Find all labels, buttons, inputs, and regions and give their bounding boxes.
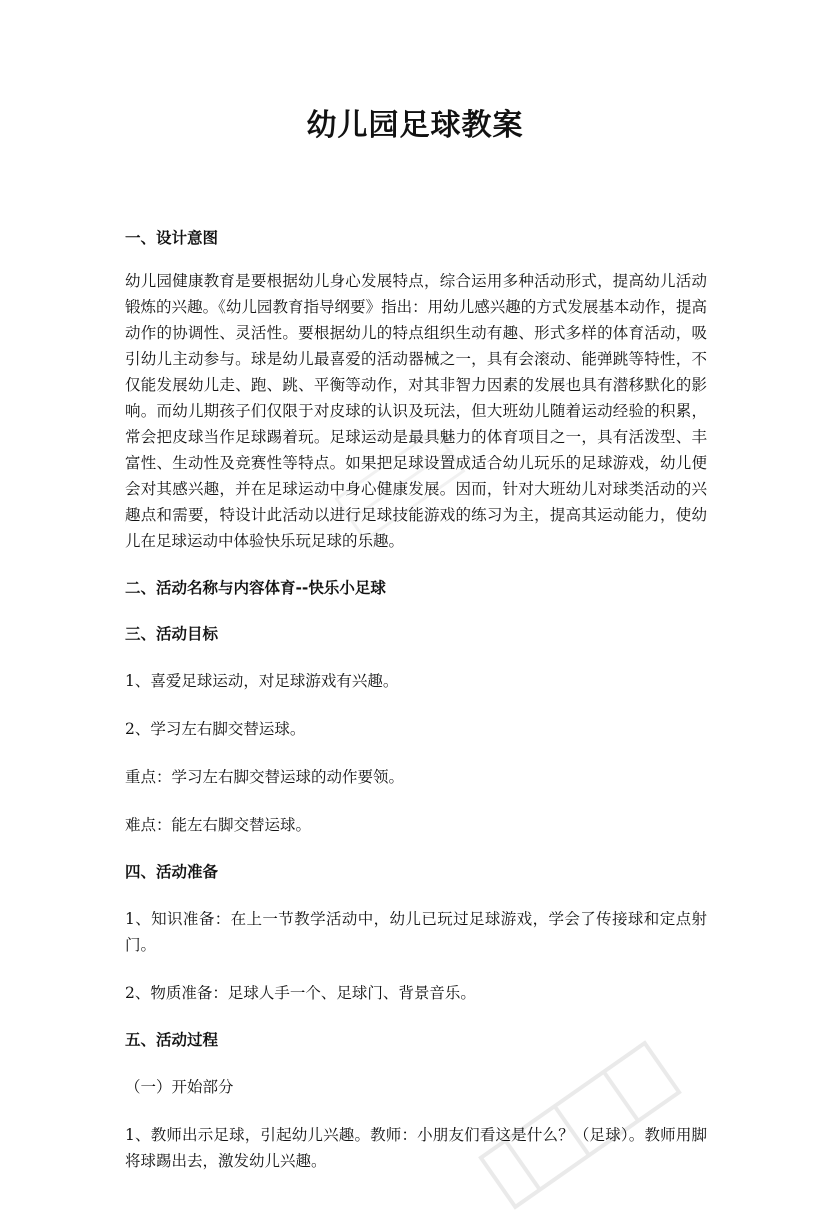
document-title: 幼儿园足球教案: [306, 108, 524, 143]
section-heading-activity-goals: 三、活动目标: [125, 625, 219, 643]
key-point: 重点：学习左右脚交替运球的动作要领。: [125, 768, 405, 786]
section-heading-process: 五、活动过程: [125, 1031, 219, 1049]
document-body: [125, 226, 707, 1174]
section-heading-preparation: 四、活动准备: [125, 863, 219, 881]
goal-item-1: 1、喜爱足球运动，对足球游戏有兴趣。: [125, 672, 399, 690]
goal-item-2: 2、学习左右脚交替运球。: [125, 720, 306, 738]
difficult-point: 难点：能左右脚交替运球。: [125, 816, 312, 834]
design-intent-paragraph: 幼儿园健康教育是要根据幼儿身心发展特点，综合运用多种活动形式，提高幼儿活动锻炼的兴趣。《幼儿园教育指导纲要》指出：用幼儿感兴趣的方式发展基本动作，提高动作的协调性、灵活性。要根据幼儿的特点组织生动有趣、形式多样的体育活动，吸引幼儿主动参与。球是幼儿最喜爱的活动器械之一，具有会滚动、能弹跳等特性，不仅能发展幼儿走、跑、跳、平衡等动作，对其非智力因素的发展也具有潜移默化的影响。而幼儿期孩子们仅限于对皮球的认识及玩法，但大班幼儿随着运动经验的积累，常会把皮球当作足球踢着玩。足球运动是最具魅力的体育项目之一，具有活泼型、丰富性、生动性及竞赛性等特点。如果把足球设置成适合幼儿玩乐的足球游戏，幼儿便会对其感兴趣，并在足球运动中身心健康发展。因而，针对大班幼儿对球类活动的兴趣点和需要，特设计此活动以进行足球技能游戏的练习为主，提高其运动能力，使幼儿在足球运动中体验快乐玩足球的乐趣。: [125, 272, 707, 550]
process-step-1: 1、教师出示足球，引起幼儿兴趣。教师：小朋友们看这是什么？（足球）。教师用脚将球踢出去，激发幼儿兴趣。: [125, 1126, 707, 1170]
preparation-item-2: 2、物质准备：足球人手一个、足球门、背景音乐。: [125, 984, 476, 1002]
section-heading-activity-name: 二、活动名称与内容体育--快乐小足球: [125, 579, 386, 597]
preparation-item-1: 1、知识准备：在上一节教学活动中，幼儿已玩过足球游戏，学会了传接球和定点射门。: [125, 910, 707, 954]
section-heading-design-intent: 一、设计意图: [125, 229, 219, 247]
process-subheading-start: （一）开始部分: [125, 1078, 234, 1096]
